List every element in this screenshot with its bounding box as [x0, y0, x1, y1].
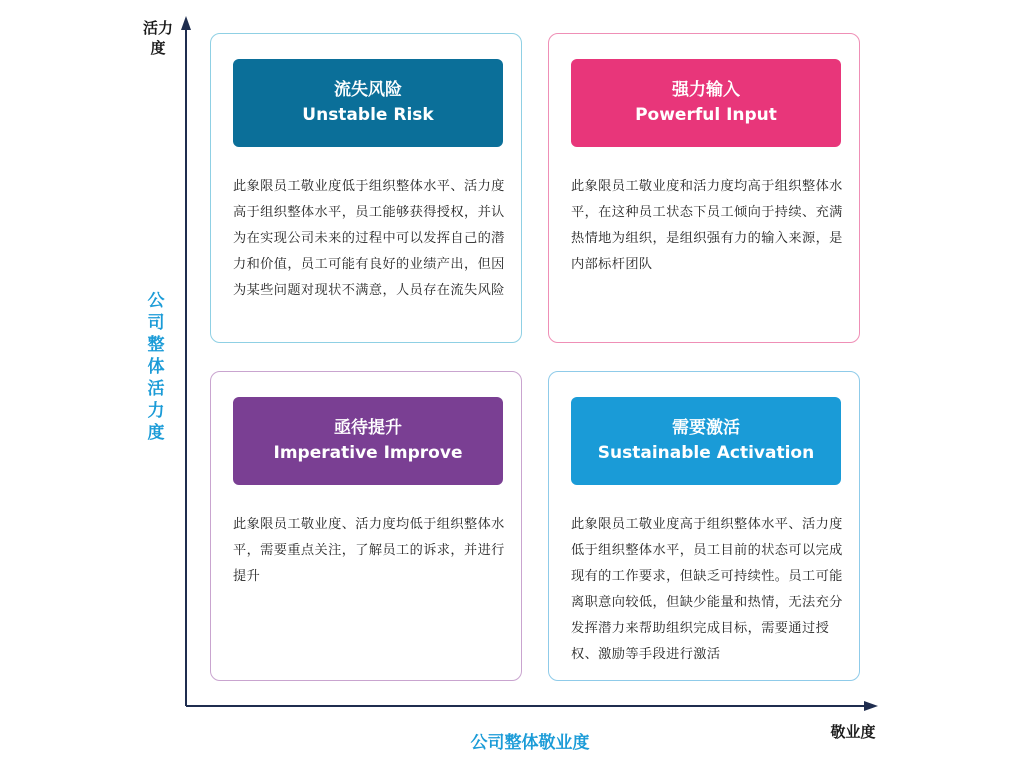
quadrant-header — [571, 59, 841, 147]
quadrant-description: 此象限员工敬业度和活力度均高于组织整体水平，在这种员工状态下员工倾向于持续、充满热情地为组织，是组织强有力的输入来源，是内部标杆团队 — [571, 179, 843, 272]
quadrant-title-en: Sustainable Activation — [597, 443, 815, 463]
quadrant-title-en: Imperative Improve — [273, 443, 463, 463]
quadrant-header — [571, 397, 841, 485]
quadrant-title-zh: 亟待提升 — [334, 418, 402, 438]
y-axis-title: 公司整体活力度 — [147, 291, 165, 443]
y-axis-arrow — [181, 16, 191, 30]
x-axis-arrow — [864, 701, 878, 711]
quadrant-title-zh: 需要激活 — [672, 418, 740, 438]
quadrant-title-zh: 强力输入 — [672, 80, 740, 100]
y-axis-end-label: 活力度 — [142, 19, 173, 57]
quadrant-unstable-risk — [210, 33, 522, 343]
quadrant-title-zh: 流失风险 — [334, 80, 402, 100]
quadrant-title-en: Unstable Risk — [302, 105, 434, 125]
x-axis-title: 公司整体敬业度 — [470, 733, 590, 753]
quadrant-sustainable-activation — [548, 371, 860, 681]
quadrant-description: 此象限员工敬业度低于组织整体水平、活力度高于组织整体水平，员工能够获得授权，并认为在实现公司未来的过程中可以发挥自己的潜力和价值，员工可能有良好的业绩产出，但因为某些问题对现状不满意，人员存在流失风险 — [233, 179, 505, 298]
x-axis-end-label: 敬业度 — [830, 723, 876, 741]
quadrant-imperative-improve — [210, 371, 522, 681]
quadrant-description: 此象限员工敬业度、活力度均低于组织整体水平，需要重点关注，了解员工的诉求，并进行提升 — [233, 517, 505, 584]
quadrant-powerful-input — [548, 33, 860, 343]
quadrant-title-en: Powerful Input — [635, 105, 777, 125]
quadrant-header — [233, 397, 503, 485]
quadrant-description: 此象限员工敬业度高于组织整体水平、活力度低于组织整体水平，员工目前的状态可以完成现有的工作要求，但缺乏可持续性。员工可能离职意向较低，但缺少能量和热情，无法充分发挥潜力来帮助组织完成目标，需要通过授权、激励等手段进行激活 — [571, 517, 843, 662]
quadrant-header — [233, 59, 503, 147]
